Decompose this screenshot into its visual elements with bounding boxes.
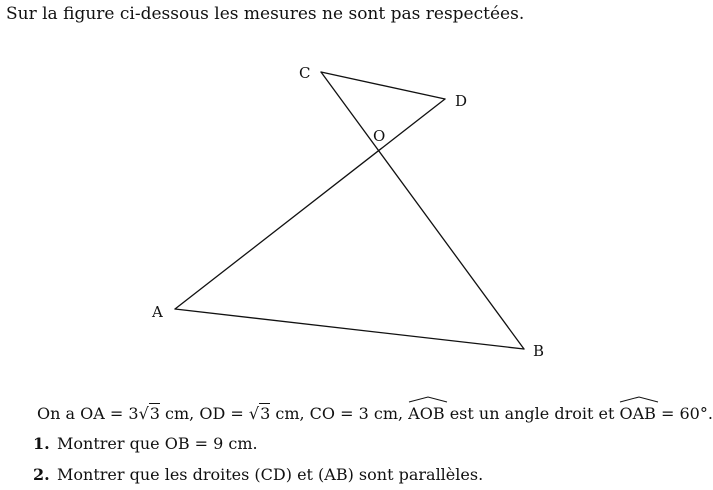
label-b: B (533, 342, 545, 360)
sqrt-3: √3 (248, 404, 271, 423)
intro-text: Sur la figure ci-dessous les mesures ne sont pas respectées. (6, 4, 525, 24)
question-1: 1. Montrer que OB = 9 cm. (33, 434, 258, 453)
angle-oab: OAB (619, 402, 655, 423)
segment-ad (175, 99, 445, 309)
angle-hat-icon (408, 396, 448, 403)
label-o: O (373, 127, 386, 145)
question-2: 2. Montrer que les droites (CD) et (AB) sont parallèles. (33, 465, 484, 484)
segment-ab (175, 309, 524, 349)
angle-hat-icon (619, 396, 659, 403)
label-d: D (455, 92, 468, 110)
label-a: A (152, 303, 163, 321)
segment-cb (321, 72, 524, 349)
sqrt-3: √3 (138, 404, 160, 423)
label-c: C (299, 64, 311, 82)
segment-cd (321, 72, 445, 99)
angle-aob: AOB (408, 402, 444, 423)
given-data: On a OA = 3√3 cm, OD = √3 cm, CO = 3 cm, AOB est un angle droit et OAB = 60°. (37, 402, 713, 423)
